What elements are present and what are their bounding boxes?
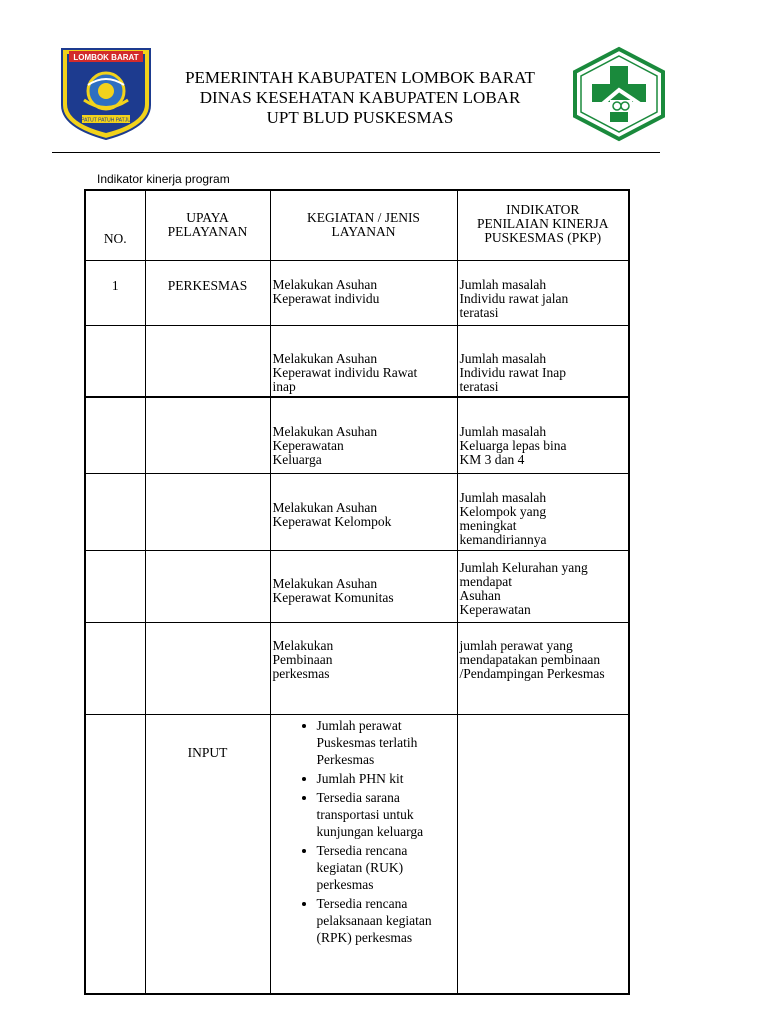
table-row	[85, 473, 629, 550]
header-upaya: UPAYA PELAYANAN	[145, 190, 270, 260]
row-kegiatan: Melakukan Asuhan Keperawat Komunitas	[270, 550, 457, 622]
row-upaya	[145, 622, 270, 714]
row-indikator: Jumlah masalah Individu rawat jalan teratasi	[457, 260, 629, 325]
header-divider	[52, 152, 660, 153]
header-title-block	[160, 68, 560, 128]
input-row-no	[85, 714, 145, 994]
row-kegiatan: Melakukan Asuhan Keperawat Kelompok	[270, 473, 457, 550]
list-item: • Tersedia sarana transportasi untuk kunjungan keluarga	[317, 789, 455, 840]
list-item: • Jumlah PHN kit	[317, 770, 455, 787]
row-no	[85, 397, 145, 473]
row-indikator: jumlah perawat yang mendapatakan pembinaan /Pendampingan Perkesmas	[457, 622, 629, 714]
row-no	[85, 473, 145, 550]
puskesmas-logo	[570, 46, 668, 142]
table-row	[85, 622, 629, 714]
row-indikator: Jumlah masalah Keluarga lepas bina KM 3 dan 4	[457, 397, 629, 473]
header-kegiatan: KEGIATAN / JENIS LAYANAN	[270, 190, 457, 260]
row-kegiatan: Melakukan Pembinaan perkesmas	[270, 622, 457, 714]
row-no	[85, 325, 145, 397]
table-row	[85, 550, 629, 622]
header-line-2: DINAS KESEHATAN KABUPATEN LOBAR	[199, 88, 521, 107]
lombok-barat-logo	[58, 45, 154, 141]
table-row	[85, 325, 629, 397]
input-label: INPUT	[145, 714, 270, 994]
row-kegiatan: Melakukan Asuhan Keperawatan Keluarga	[270, 397, 457, 473]
table-header-row	[85, 190, 629, 260]
row-no	[85, 622, 145, 714]
row-kegiatan: Melakukan Asuhan Keperawat individu	[270, 260, 457, 325]
input-row	[85, 714, 629, 994]
input-items-list	[273, 717, 455, 946]
list-item: • Jumlah perawat Puskesmas terlatih Perkesmas	[317, 717, 455, 768]
svg-text:LOMBOK BARAT: LOMBOK BARAT	[73, 53, 139, 62]
row-upaya	[145, 550, 270, 622]
list-item: • Tersedia rencana pelaksanaan kegiatan (RPK) perkesmas	[317, 895, 455, 946]
row-indikator: Jumlah masalah Individu rawat Inap teratasi	[457, 325, 629, 397]
row-indikator: Jumlah masalah Kelompok yang meningkat kemandiriannya	[457, 473, 629, 550]
svg-text:PATUT PATUH PATJU: PATUT PATUH PATJU	[81, 117, 131, 124]
list-item: • Tersedia rencana kegiatan (RUK) perkesmas	[317, 842, 455, 893]
table-row	[85, 260, 629, 325]
row-no: 1	[85, 260, 145, 325]
row-no	[85, 550, 145, 622]
table-caption: Indikator kinerja program	[97, 172, 230, 186]
header-indikator: INDIKATOR PENILAIAN KINERJA PUSKESMAS (PKP)	[457, 190, 629, 260]
header-line-3: UPT BLUD PUSKESMAS	[266, 108, 454, 127]
input-indikator-cell	[457, 714, 629, 994]
row-kegiatan: Melakukan Asuhan Keperawat individu Rawat inap	[270, 325, 457, 397]
header-line-1: PEMERINTAH KABUPATEN LOMBOK BARAT	[185, 68, 535, 87]
input-items-cell	[270, 714, 457, 994]
row-upaya	[145, 473, 270, 550]
row-indikator: Jumlah Kelurahan yang mendapat Asuhan Keperawatan	[457, 550, 629, 622]
header-no: NO.	[85, 190, 145, 260]
row-upaya	[145, 397, 270, 473]
row-upaya: PERKESMAS	[145, 260, 270, 325]
table-row	[85, 397, 629, 473]
indicator-table	[84, 189, 630, 995]
row-upaya	[145, 325, 270, 397]
